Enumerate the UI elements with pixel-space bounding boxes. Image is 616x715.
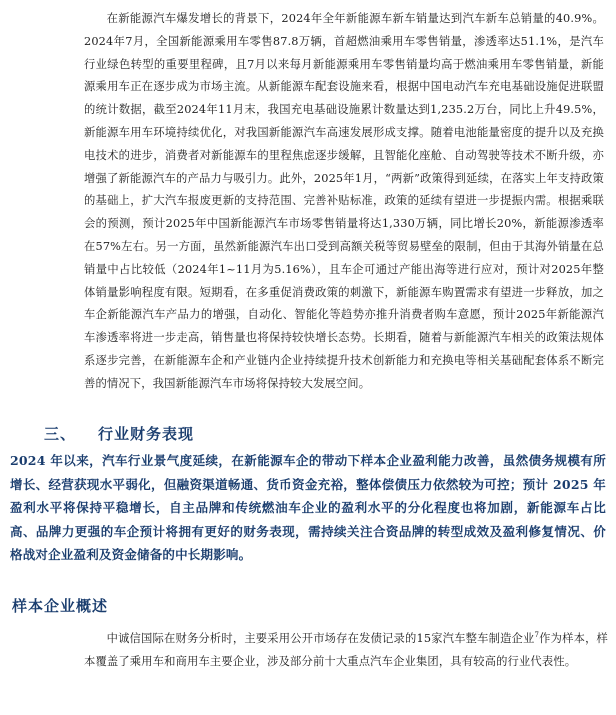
body-text-block [84,8,604,396]
section-summary: 2024 年以来，汽车行业景气度延续，在新能源车企的带动下样本企业盈利能力改善，虽然债务规模有所增长、经营获现水平弱化，但融资渠道畅通、货币资金充裕，整体偿债压力依然较为可控；预计 2025 年盈利水平将保持平稳增长，自主品牌和传统燃油车企业的盈利水平的分化程度也将加剧，新能源车占比高、品牌力更强的车企预计将拥有更好的财务表现，需持续关注合资品牌的转型成效及盈利修复情况、价格战对企业盈利及资金储备的中长期影响。 [10,453,606,563]
subsection-heading: 样本企业概述 [12,597,109,615]
nev-market-paragraph: 在新能源汽车爆发增长的背景下，2024年全年新能源车新车销量达到汽车新车总销量的40.9%。2024年7月，全国新能源乘用车零售87.8万辆，首超燃油乘用车零售销量，渗透率达51.1%，是汽车行业绿色转型的重要里程碑，且7月以来每月新能源乘用车零售销量均高于燃油乘用车零售销量，新能源乘用车正在逐步成为市场主流。从新能源车配套设施来看，根据中国电动汽车充电基础设施促进联盟的统计数据，截至2024年11月末，我国充电基础设施累计数量达到1,235.2万台，同比上升49.5%，新能源车用车环境持续优化，对我国新能源汽车高速发展形成支撑。随着电池能量密度的提升以及充换电技术的进步，消费者对新能源车的里程焦虑逐步缓解，且智能化座舱、自动驾驶等技术不断升级，亦增强了新能源汽车的产品力与吸引力。此外，2025年1月，“两新”政策得到延续，在落实上年支持政策的基础上，扩大汽车报废更新的支持范围、完善补贴标准，政策的延续有望进一步提振内需。根据乘联会的预测，预计2025年中国新能源汽车市场零售销量将达1,330万辆，同比增长20%，新能源渗透率在57%左右。另一方面，虽然新能源汽车出口受到高额关税等贸易壁垒的限制，但由于其海外销量在总销量中占比较低（2024年1~11月为5.16%），且车企可通过产能出海等进行应对，预计对2025年整体销量影响程度有限。短期看，在多重促消费政策的刺激下，新能源车购置需求有望进一步释放，加之车企新能源汽车产品力的增强，自动化、智能化等趋势亦推升消费者购车意愿，预计2025年新能源汽车渗透率将进一步走高，销售量也将保持较快增长态势。长期看，随着与新能源汽车相关的政策法规体系逐步完善，在新能源车企和产业链内企业持续提升技术创新能力和充换电等相关基础配套体系不断完善的情况下，我国新能源汽车市场将保持较大发展空间。 [84,12,604,390]
footnote-marker[interactable]: 7 [534,631,540,640]
section-title: 行业财务表现 [98,425,195,443]
sample-text-before: 中诚信国际在财务分析时，主要采用公开市场存在发债记录的15家汽车整车制造企业 [106,632,535,645]
sample-description [84,628,608,674]
section-number: 三、 [44,425,77,443]
section-heading [44,423,194,444]
sample-text-after: 作为样本，样本覆盖了乘用车和商用车主要企业，涉及部分前十大重点汽车企业集团，具有较高的行业代表性。 [84,632,608,668]
